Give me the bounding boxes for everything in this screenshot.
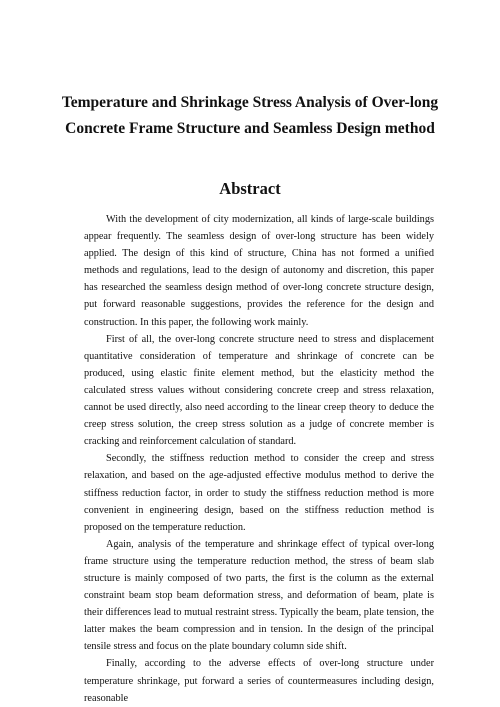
abstract-paragraph: First of all, the over-long concrete structure need to stress and displacement quantitative consideration of temperature and shrinkage of concrete can be produced, using elastic finite element method, but the elasticity method the calculated stress values without considering concrete creep and stress relaxation, cannot be used directly, also need according to the linear creep theory to deduce the creep stress solution, the creep stress solution as a judge of concrete member is cracking and reinforcement calculation of standard. xyxy=(84,333,434,448)
abstract-heading: Abstract xyxy=(219,179,281,198)
abstract-paragraph: Again, analysis of the temperature and shrinkage effect of typical over-long frame structure using the temperature reduction method, the stress of beam slab structure is mainly composed of two parts, the first is the column as the external constraint beam stop beam deformation stress, and deformation of beam, plate is their differences lead to mutual restraint stress. Typically the beam, plate tension, the latter makes the beam compression and in tension. In the design of the principal tensile stress and focus on the plate boundary column side shift. xyxy=(84,538,434,653)
abstract-paragraph: Finally, according to the adverse effects of over-long structure under temperature shrinkage, put forward a series of countermeasures including design, reasonable xyxy=(84,658,434,704)
abstract-paragraph: Secondly, the stiffness reduction method to consider the creep and stress relaxation, and based on the age-adjusted effective modulus method to derive the stiffness reduction factor, in order to study the stiffness reduction method is more convenient in engineering design, based on the stiffness reduction method is proposed on the temperature reduction. xyxy=(84,453,434,533)
abstract-paragraph: With the development of city modernization, all kinds of large-scale buildings appear frequently. The seamless design of over-long structure has been widely applied. The design of this kind of structure, China has not formed a unified methods and regulations, lead to the design of autonomy and discretion, this paper has researched the seamless design method of over-long concrete structure design, put forward reasonable suggestions, provides the reference for the design and construction. In this paper, the following work mainly. xyxy=(84,214,434,328)
abstract-body xyxy=(84,211,434,707)
document-title: Temperature and Shrinkage Stress Analysis of Over-long Concrete Frame Structure and Seamless Design method xyxy=(61,94,439,137)
